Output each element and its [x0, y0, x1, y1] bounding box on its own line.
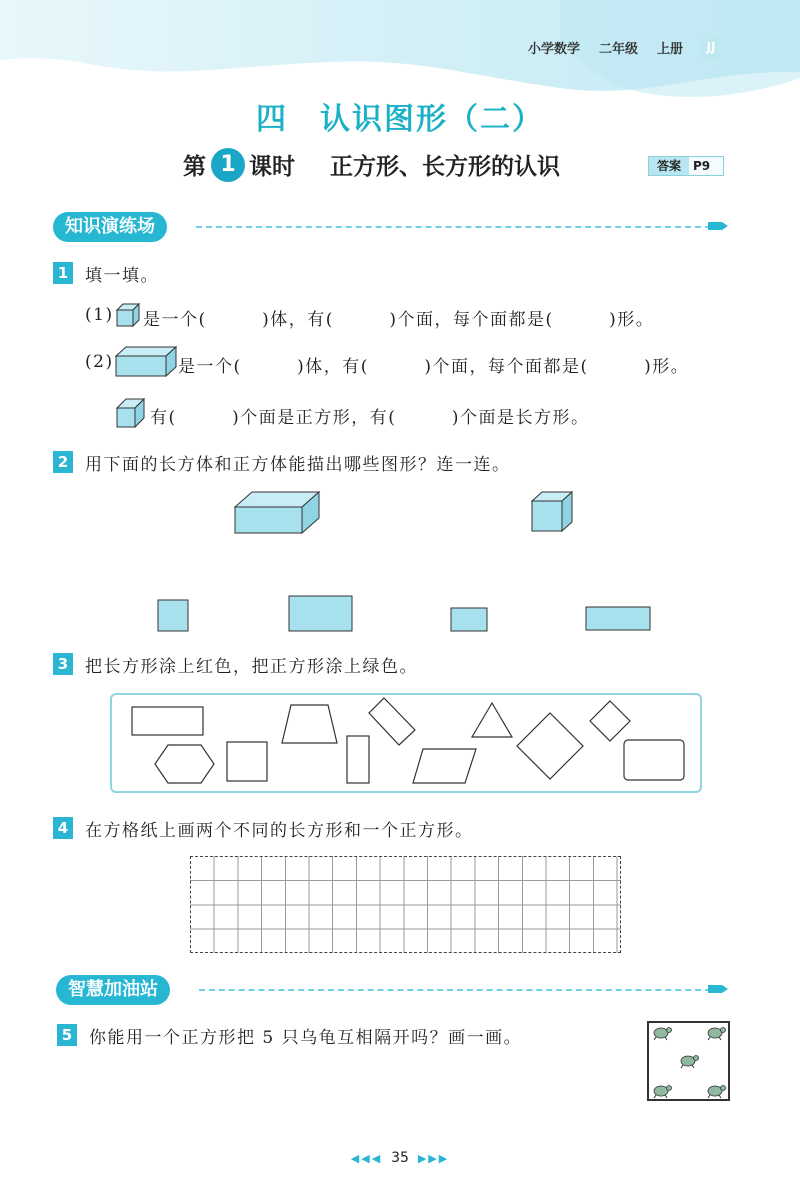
section-practice-title: 知识演练场 — [53, 212, 167, 242]
edition-badge: JJ — [698, 34, 724, 60]
face-rectangle-large — [289, 596, 352, 631]
cube-solid — [529, 489, 575, 535]
question-1-part2-text: 是一个( )体，有( )个面，每个面都是( )形。 — [178, 357, 690, 377]
pencil-icon — [708, 982, 728, 996]
question-2-number: 2 — [53, 451, 73, 473]
question-3-prompt: 把长方形涂上红色，把正方形涂上绿色。 — [85, 657, 418, 677]
question-1-part2-label: (2) — [85, 352, 114, 372]
turtle-icon — [681, 1056, 699, 1069]
lesson-prefix: 第 — [183, 154, 206, 180]
turtle-icon — [708, 1028, 726, 1041]
header-subject: 小学数学 — [528, 42, 581, 57]
pencil-icon — [708, 219, 728, 233]
face-rectangle-small — [451, 608, 487, 631]
turtle-icon — [654, 1028, 672, 1041]
page-footer — [0, 1150, 800, 1166]
shape-rounded-rectangle — [624, 740, 684, 780]
question-4-prompt: 在方格纸上画两个不同的长方形和一个正方形。 — [85, 821, 474, 841]
shape-parallelogram — [413, 749, 476, 783]
shape-rectangle-1 — [132, 707, 203, 735]
shape-rotated-square-large — [517, 713, 583, 779]
question-5-prompt: 你能用一个正方形把 5 只乌龟互相隔开吗？画一画。 — [89, 1028, 523, 1048]
section-divider — [199, 989, 711, 991]
shape-triangle — [472, 703, 512, 737]
question-1-number: 1 — [53, 262, 73, 284]
question-3-number: 3 — [53, 653, 73, 675]
question-1-part1-text: 是一个( )体，有( )个面，每个面都是( )形。 — [143, 310, 655, 330]
page-arrows-left: ◀◀◀ — [350, 1152, 383, 1165]
page-number: 35 — [391, 1150, 409, 1166]
turtles — [647, 1021, 730, 1101]
unit-title: 四 认识图形（二） — [256, 102, 544, 137]
lesson-title: 正方形、长方形的认识 — [330, 154, 560, 180]
lesson-number-badge: 1 — [211, 148, 245, 182]
shapes-to-color — [110, 693, 702, 793]
shape-rotated-rectangle — [369, 698, 415, 745]
header-grade: 二年级 — [599, 42, 639, 57]
cuboid-solid — [232, 489, 322, 537]
cuboid-tall-icon — [114, 396, 152, 430]
question-1-part1-label: (1) — [85, 305, 114, 325]
question-4-number: 4 — [53, 817, 73, 839]
question-1-part3-text: 有( )个面是正方形，有( )个面是长方形。 — [150, 408, 590, 428]
section-challenge-title: 智慧加油站 — [56, 975, 170, 1005]
question-1-prompt: 填一填。 — [85, 266, 159, 286]
answer-page: P9 — [693, 159, 711, 173]
turtle-icon — [654, 1086, 672, 1099]
shape-rectangle-tall — [347, 736, 369, 783]
answer-reference — [648, 156, 724, 176]
question-2-prompt: 用下面的长方体和正方体能描出哪些图形？连一连。 — [85, 455, 511, 475]
lesson-suffix: 课时 — [249, 154, 295, 180]
header-volume: 上册 — [657, 42, 684, 57]
shape-square-1 — [227, 742, 267, 781]
answer-label: 答案 — [649, 157, 689, 175]
cube-icon — [114, 301, 142, 329]
face-rectangle-wide — [586, 607, 650, 630]
grid-paper[interactable] — [190, 856, 621, 953]
turtle-icon — [708, 1086, 726, 1099]
question-5-number: 5 — [57, 1024, 77, 1046]
shape-hexagon — [155, 745, 214, 783]
shape-rotated-square-small — [590, 701, 630, 741]
face-square-small — [158, 600, 188, 631]
shape-trapezoid — [282, 705, 337, 743]
cuboid-icon — [114, 344, 178, 380]
face-shapes-row — [150, 590, 660, 640]
section-divider — [196, 226, 711, 228]
page-arrows-right: ▶▶▶ — [417, 1152, 450, 1165]
